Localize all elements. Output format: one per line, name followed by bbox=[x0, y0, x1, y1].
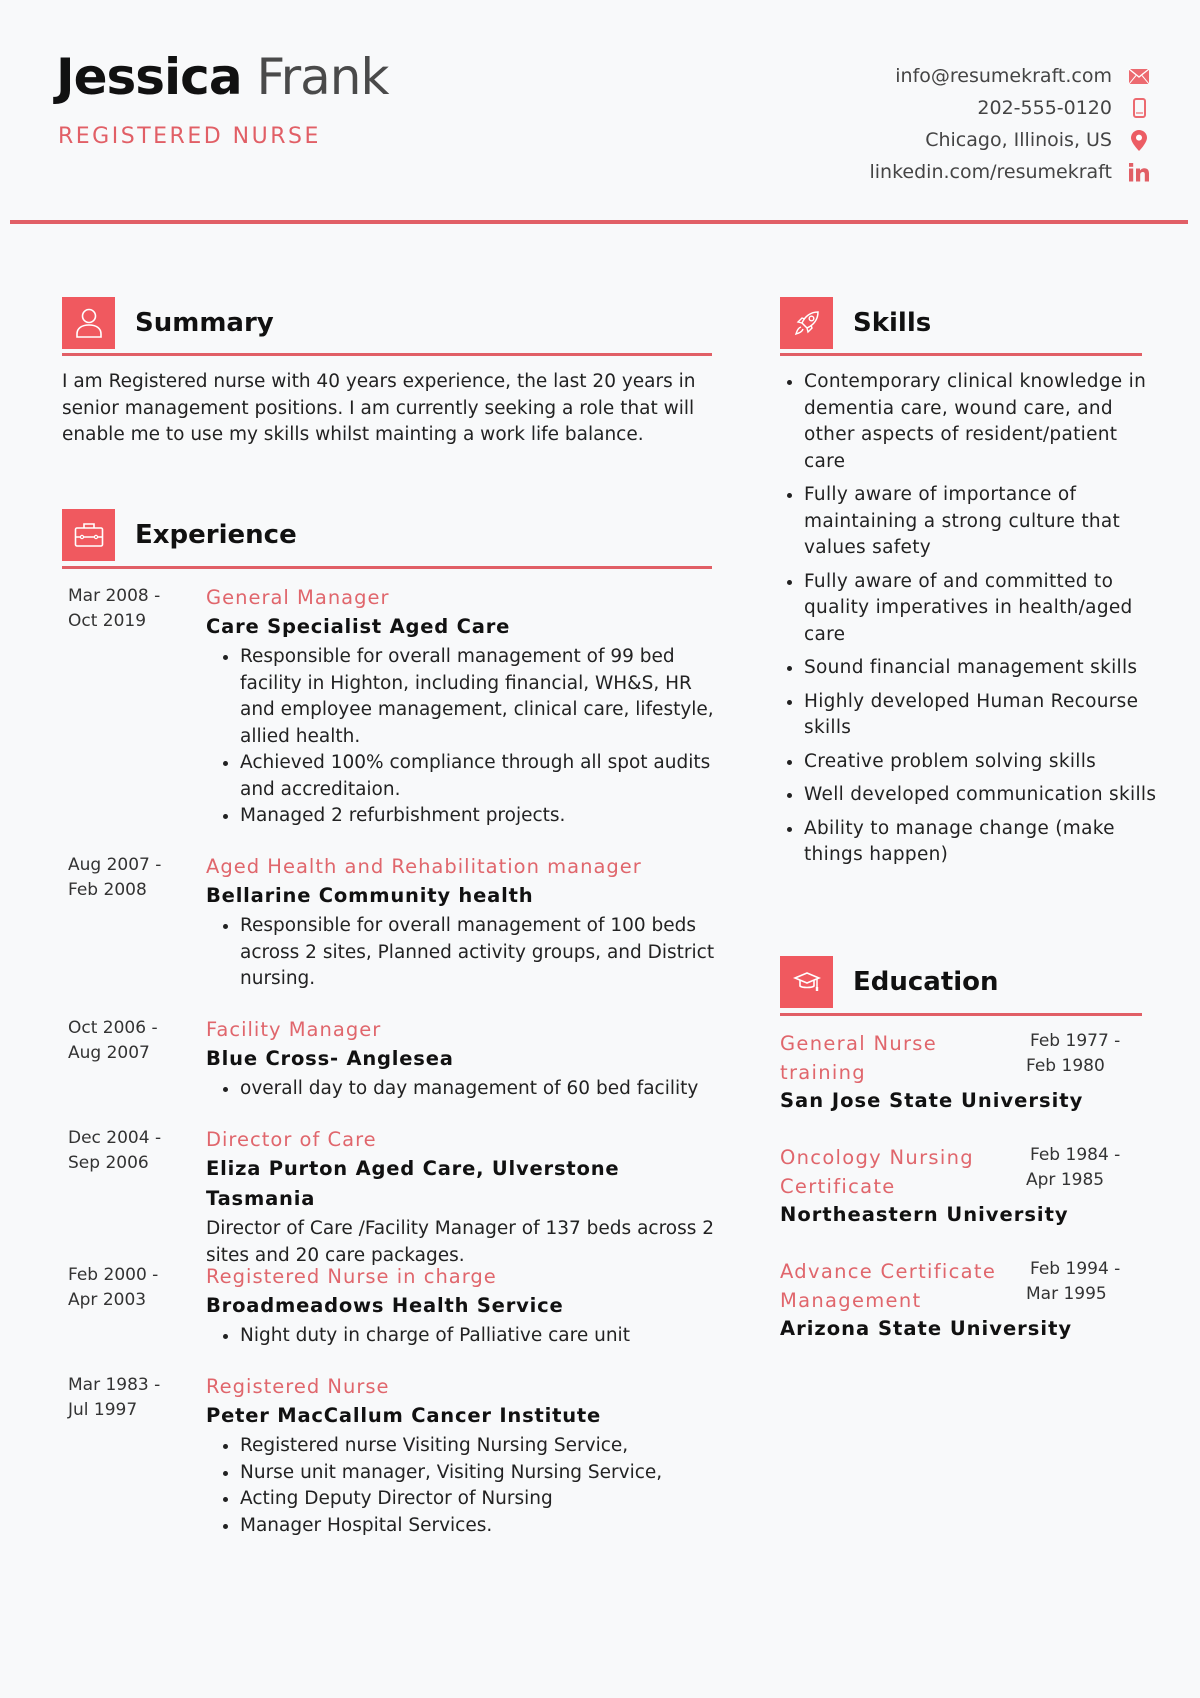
rocket-icon bbox=[792, 308, 822, 338]
envelope-icon bbox=[1128, 65, 1150, 87]
linkedin-icon bbox=[1128, 161, 1150, 183]
summary-heading bbox=[62, 297, 274, 349]
list-item: • Responsible for overall management of 99 bed facility in Highton, including financial, WH&S, HR and employee management, clinical care, lifestyle, allied health. bbox=[240, 644, 726, 750]
responsibility-list bbox=[206, 1076, 726, 1103]
experience-dates: Oct 2006 - Aug 2007 bbox=[68, 1018, 158, 1063]
company-name: Blue Cross- Anglesea bbox=[206, 1047, 454, 1070]
job-role: Registered Nurse in charge bbox=[206, 1265, 497, 1288]
skill-item: • Ability to manage change (make things happen) bbox=[804, 816, 1158, 869]
experience-heading bbox=[62, 509, 297, 561]
user-icon bbox=[75, 307, 103, 339]
contact-email[interactable] bbox=[869, 60, 1150, 92]
location-text: Chicago, Illinois, US bbox=[925, 129, 1112, 151]
mobile-phone-icon bbox=[1128, 97, 1150, 119]
briefcase-icon-box bbox=[62, 509, 115, 561]
candidate-name bbox=[56, 50, 388, 105]
linkedin-text[interactable]: linkedin.com/resumekraft bbox=[869, 161, 1112, 183]
list-item: • overall day to day management of 60 bed facility bbox=[240, 1076, 726, 1103]
job-role: Registered Nurse bbox=[206, 1375, 390, 1398]
skill-item: • Creative problem solving skills bbox=[804, 749, 1158, 776]
job-role: General Manager bbox=[206, 586, 390, 609]
contact-list bbox=[869, 60, 1150, 188]
briefcase-icon bbox=[74, 522, 104, 548]
company-name: Eliza Purton Aged Care, Ulverstone Tasmania bbox=[206, 1157, 620, 1210]
summary-text: I am Registered nurse with 40 years experience, the last 20 years in senior management positions. I am currently seeking a role that will enable me to use my skills whilst mainting a work life balance. bbox=[62, 371, 696, 445]
map-pin-icon bbox=[1128, 129, 1150, 151]
rocket-icon-box bbox=[780, 297, 833, 349]
list-item: • Managed 2 refurbishment projects. bbox=[240, 803, 726, 830]
list-item: • Acting Deputy Director of Nursing bbox=[240, 1486, 726, 1513]
school-name: Northeastern University bbox=[780, 1203, 1069, 1226]
experience-dates: Mar 1983 - Jul 1997 bbox=[68, 1375, 161, 1420]
job-role: Facility Manager bbox=[206, 1018, 382, 1041]
responsibility-list bbox=[206, 644, 726, 830]
degree-title: Advance Certificate Management bbox=[780, 1260, 997, 1312]
skill-item: • Well developed communication skills bbox=[804, 782, 1158, 809]
education-dates: Feb 1994 - Mar 1995 bbox=[1026, 1259, 1121, 1304]
job-role: Director of Care bbox=[206, 1128, 377, 1151]
skill-item: • Highly developed Human Recourse skills bbox=[804, 689, 1158, 742]
degree-title: General Nurse training bbox=[780, 1032, 938, 1084]
user-icon-box bbox=[62, 297, 115, 349]
list-item: • Nurse unit manager, Visiting Nursing Service, bbox=[240, 1460, 726, 1487]
degree-title: Oncology Nursing Certificate bbox=[780, 1146, 974, 1198]
company-name: Care Specialist Aged Care bbox=[206, 615, 511, 638]
responsibility-list bbox=[206, 1433, 726, 1539]
list-item: • Achieved 100% compliance through all spot audits and accreditaion. bbox=[240, 750, 726, 803]
education-divider bbox=[780, 1013, 1142, 1016]
contact-linkedin[interactable] bbox=[869, 156, 1150, 188]
list-item: • Responsible for overall management of 100 beds across 2 sites, Planned activity groups, and District nursing. bbox=[240, 913, 726, 993]
job-role: Aged Health and Rehabilitation manager bbox=[206, 855, 642, 878]
responsibility-list bbox=[206, 1323, 726, 1350]
skills-divider bbox=[780, 353, 1142, 356]
skills-list bbox=[778, 369, 1158, 876]
experience-dates: Feb 2000 - Apr 2003 bbox=[68, 1265, 159, 1310]
last-name: Frank bbox=[256, 48, 389, 106]
experience-dates: Dec 2004 - Sep 2006 bbox=[68, 1128, 162, 1173]
experience-divider bbox=[62, 566, 712, 569]
phone-text[interactable]: 202-555-0120 bbox=[977, 97, 1112, 119]
school-name: Arizona State University bbox=[780, 1317, 1073, 1340]
education-title: Education bbox=[853, 967, 999, 997]
list-item: • Manager Hospital Services. bbox=[240, 1513, 726, 1540]
skills-heading bbox=[780, 297, 931, 349]
skill-item: • Fully aware of importance of maintaining a strong culture that values safety bbox=[804, 482, 1158, 562]
job-description: Director of Care /Facility Manager of 137 beds across 2 sites and 20 care packages. bbox=[206, 1218, 715, 1266]
contact-location bbox=[869, 124, 1150, 156]
skills-title: Skills bbox=[853, 308, 932, 338]
skill-item: • Sound financial management skills bbox=[804, 655, 1158, 682]
school-name: San Jose State University bbox=[780, 1089, 1084, 1112]
header-divider bbox=[10, 220, 1188, 224]
graduation-cap-icon bbox=[793, 970, 821, 994]
first-name: Jessica bbox=[56, 48, 242, 106]
skill-item: • Fully aware of and committed to quality imperatives in health/aged care bbox=[804, 569, 1158, 649]
list-item: • Registered nurse Visiting Nursing Service, bbox=[240, 1433, 726, 1460]
graduation-cap-icon-box bbox=[780, 956, 833, 1008]
email-text[interactable]: info@resumekraft.com bbox=[895, 65, 1112, 87]
company-name: Peter MacCallum Cancer Institute bbox=[206, 1404, 602, 1427]
summary-title: Summary bbox=[135, 308, 274, 338]
company-name: Broadmeadows Health Service bbox=[206, 1294, 564, 1317]
education-heading bbox=[780, 956, 999, 1008]
company-name: Bellarine Community health bbox=[206, 884, 534, 907]
experience-dates: Mar 2008 - Oct 2019 bbox=[68, 586, 161, 631]
experience-title: Experience bbox=[135, 520, 297, 550]
education-dates: Feb 1977 - Feb 1980 bbox=[1026, 1031, 1121, 1076]
job-title: REGISTERED NURSE bbox=[58, 124, 321, 149]
summary-divider bbox=[62, 353, 712, 356]
contact-phone[interactable] bbox=[869, 92, 1150, 124]
skill-item: • Contemporary clinical knowledge in dementia care, wound care, and other aspects of resident/patient care bbox=[804, 369, 1158, 475]
responsibility-list bbox=[206, 913, 726, 993]
education-dates: Feb 1984 - Apr 1985 bbox=[1026, 1145, 1121, 1190]
list-item: • Night duty in charge of Palliative care unit bbox=[240, 1323, 726, 1350]
experience-dates: Aug 2007 - Feb 2008 bbox=[68, 855, 162, 900]
